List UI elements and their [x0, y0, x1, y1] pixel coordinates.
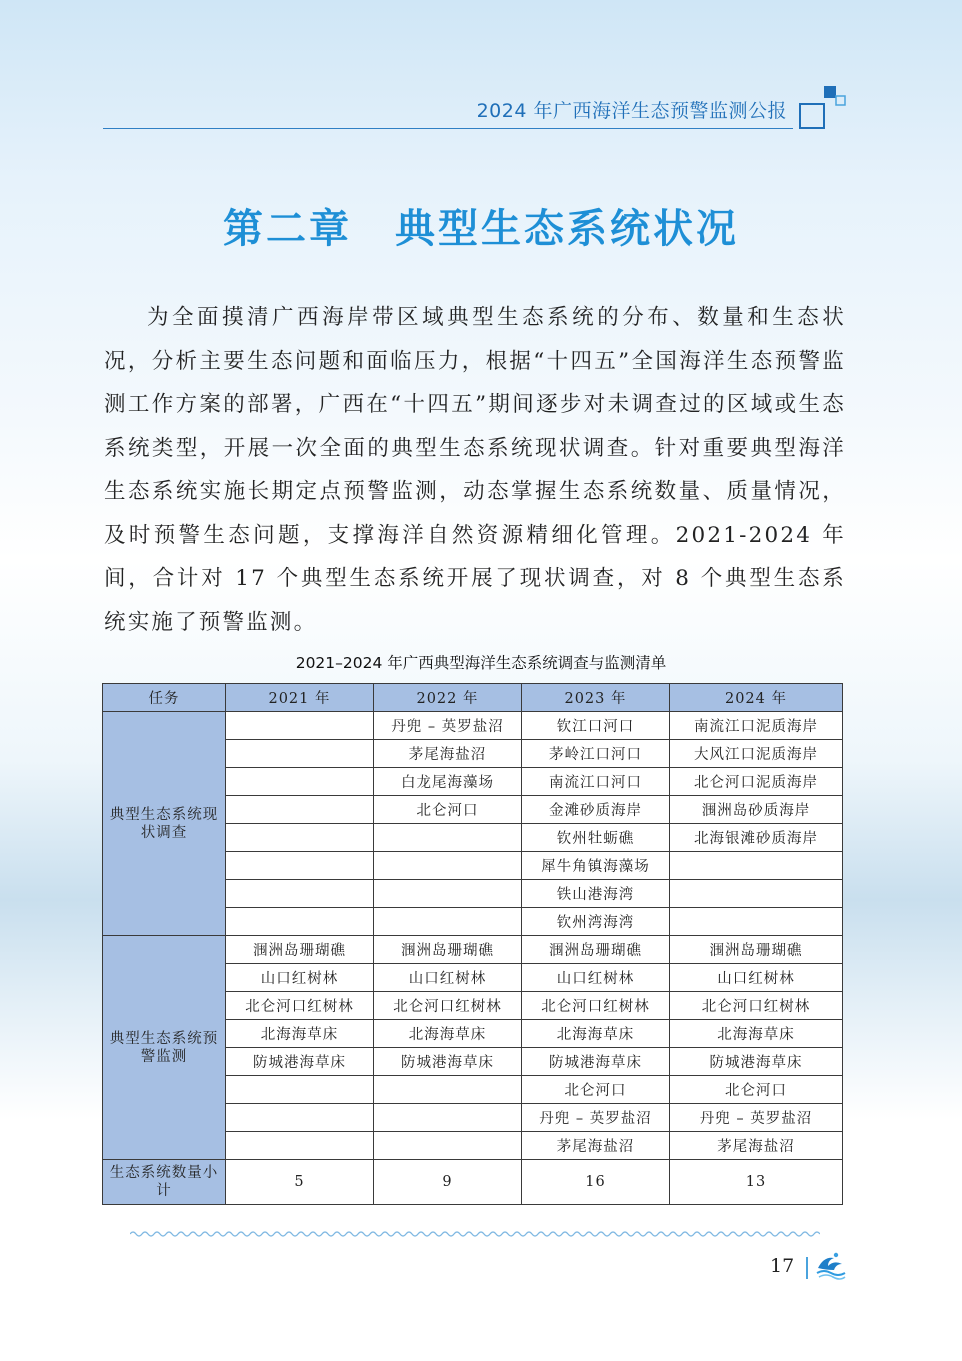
table-cell: 涠洲岛砂质海岸: [670, 796, 843, 824]
footer-divider: [806, 1257, 808, 1279]
corner-squares-icon: [796, 82, 848, 134]
header-cell-2021: 2021 年: [226, 684, 374, 712]
table-cell: 山口红树林: [522, 964, 670, 992]
table-cell: 金滩砂质海岸: [522, 796, 670, 824]
table-cell: 白龙尾海藻场: [374, 768, 522, 796]
header-cell-task: 任务: [103, 684, 226, 712]
table-cell: 钦州湾海湾: [522, 908, 670, 936]
table-cell: [226, 824, 374, 852]
table-cell: [226, 1076, 374, 1104]
table-cell: 防城港海草床: [670, 1048, 843, 1076]
table-cell: [226, 740, 374, 768]
group-label-monitoring: 典型生态系统预警监测: [103, 936, 226, 1160]
table-cell: [374, 1104, 522, 1132]
table-cell: 北仑河口红树林: [374, 992, 522, 1020]
subtotal-2024: 13: [670, 1160, 843, 1205]
table-cell: 犀牛角镇海藻场: [522, 852, 670, 880]
table-cell: 北海银滩砂质海岸: [670, 824, 843, 852]
table-cell: 涠洲岛珊瑚礁: [522, 936, 670, 964]
header-cell-2023: 2023 年: [522, 684, 670, 712]
group-label-survey: 典型生态系统现状调查: [103, 712, 226, 936]
table-cell: [226, 712, 374, 740]
table-cell: 北仑河口: [670, 1076, 843, 1104]
table-cell: 山口红树林: [226, 964, 374, 992]
table-cell: [374, 1132, 522, 1160]
table-cell: [226, 1132, 374, 1160]
table-cell: 钦江口河口: [522, 712, 670, 740]
table-row: [103, 712, 843, 740]
table-cell: 南流江口河口: [522, 768, 670, 796]
table-cell: 大风江口泥质海岸: [670, 740, 843, 768]
table-cell: [374, 908, 522, 936]
subtotal-2022: 9: [374, 1160, 522, 1205]
table-cell: 钦州牡蛎礁: [522, 824, 670, 852]
table-cell: 北海海草床: [374, 1020, 522, 1048]
table-cell: 涠洲岛珊瑚礁: [226, 936, 374, 964]
table-cell: [374, 1076, 522, 1104]
table-cell: 涠洲岛珊瑚礁: [670, 936, 843, 964]
table-cell: 南流江口泥质海岸: [670, 712, 843, 740]
table-cell: 北仑河口泥质海岸: [670, 768, 843, 796]
ocean-wave-logo-icon: [814, 1248, 848, 1282]
table-cell: [670, 880, 843, 908]
table-cell: 北海海草床: [226, 1020, 374, 1048]
table-cell: 丹兜 – 英罗盐沼: [670, 1104, 843, 1132]
table-header-row: [103, 684, 843, 712]
footer-wave-divider: [130, 1230, 820, 1238]
subtotal-label: 生态系统数量小计: [103, 1160, 226, 1205]
header-cell-2022: 2022 年: [374, 684, 522, 712]
table-cell: 山口红树林: [374, 964, 522, 992]
table-cell: 山口红树林: [670, 964, 843, 992]
table-cell: 茅尾海盐沼: [374, 740, 522, 768]
table-cell: 北海海草床: [670, 1020, 843, 1048]
table-cell: 丹兜 – 英罗盐沼: [374, 712, 522, 740]
table-cell: [670, 908, 843, 936]
subtotal-row: [103, 1160, 843, 1205]
subtotal-2023: 16: [522, 1160, 670, 1205]
monitoring-list-table: [102, 683, 843, 1205]
table-row: [103, 936, 843, 964]
table-caption: 2021–2024 年广西典型海洋生态系统调查与监测清单: [295, 654, 667, 672]
table-cell: 茅尾海盐沼: [522, 1132, 670, 1160]
table-cell: [226, 880, 374, 908]
table-cell: [226, 768, 374, 796]
page-number: 17: [770, 1255, 795, 1277]
table-cell: 涠洲岛珊瑚礁: [374, 936, 522, 964]
table-cell: [374, 880, 522, 908]
table-cell: 北仑河口红树林: [226, 992, 374, 1020]
table-cell: [226, 796, 374, 824]
table-cell: [374, 824, 522, 852]
table-cell: 防城港海草床: [226, 1048, 374, 1076]
table-cell: 北仑河口: [522, 1076, 670, 1104]
table-cell: 防城港海草床: [374, 1048, 522, 1076]
header-rule: [103, 128, 793, 129]
table-cell: 北仑河口红树林: [522, 992, 670, 1020]
header-cell-2024: 2024 年: [670, 684, 843, 712]
table-cell: 北仑河口: [374, 796, 522, 824]
table-cell: 北仑河口红树林: [670, 992, 843, 1020]
table-cell: [374, 852, 522, 880]
header-title: 2024 年广西海洋生态预警监测公报: [476, 100, 787, 122]
table-cell: [226, 852, 374, 880]
table-cell: 茅尾海盐沼: [670, 1132, 843, 1160]
table-cell: 防城港海草床: [522, 1048, 670, 1076]
chapter-title: 第二章 典型生态系统状况: [223, 206, 739, 252]
table-cell: [670, 852, 843, 880]
table-cell: [226, 1104, 374, 1132]
table-cell: 铁山港海湾: [522, 880, 670, 908]
body-paragraph: 为全面摸清广西海岸带区域典型生态系统的分布、数量和生态状况，分析主要生态问题和面临压力，根据“十四五”全国海洋生态预警监测工作方案的部署，广西在“十四五”期间逐步对未调查过的区域或生态系统类型，开展一次全面的典型生态系统现状调查。针对重要典型海洋生态系统实施长期定点预警监测，动态掌握生态系统数量、质量情况，及时预警生态问题，支撑海洋自然资源精细化管理。2021-2024 年间，合计对 17 个典型生态系统开展了现状调查，对 8 个典型生态系统实施了预警监测。: [104, 305, 846, 635]
table-cell: 北海海草床: [522, 1020, 670, 1048]
table-cell: [226, 908, 374, 936]
table-cell: 丹兜 – 英罗盐沼: [522, 1104, 670, 1132]
subtotal-2021: 5: [226, 1160, 374, 1205]
table-cell: 茅岭江口河口: [522, 740, 670, 768]
